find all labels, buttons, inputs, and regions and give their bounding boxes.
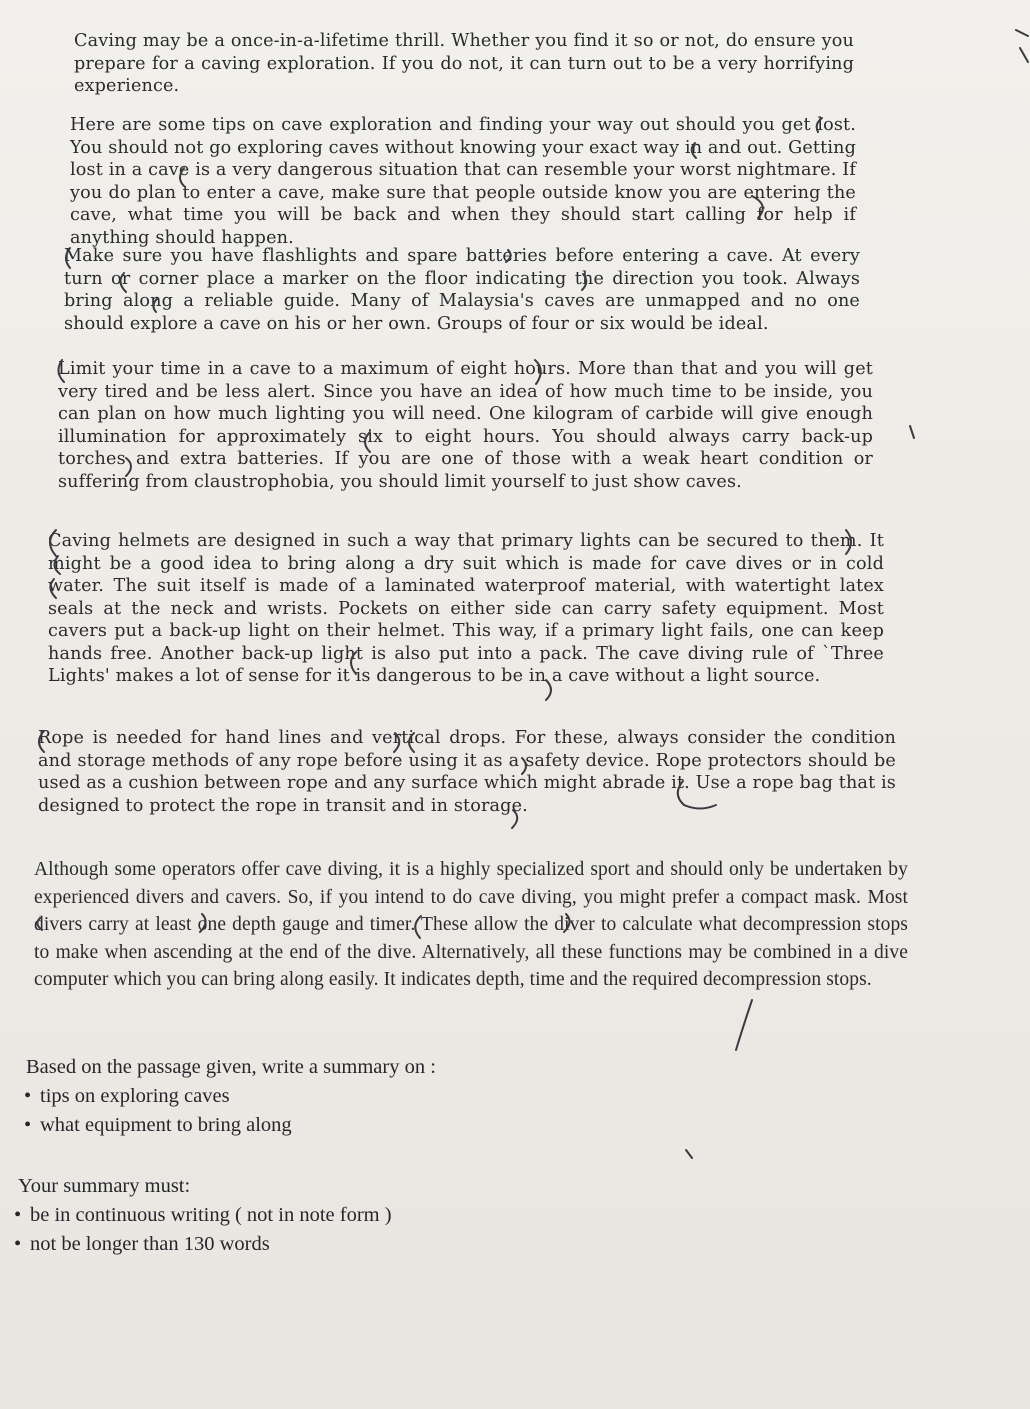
requirement-item-word-limit: • not be longer than 130 words (12, 1230, 918, 1259)
passage-paragraph-1: Caving may be a once-in-a-lifetime thrill. Whether you find it so or not, do ensure you prepare for a caving exploration. If you do not, it can turn out to be a very horrifying experience. (74, 31, 854, 96)
passage-paragraph-7: Although some operators offer cave diving, it is a highly specialized sport and should only be undertaken by experienced divers and cavers. So, if you intend to do cave diving, you might prefer a compact mask. Most divers carry at least one depth gauge and timer. These allow the diver to calculate what decompression stops to make when ascending at the end of the dive. Alternatively, all these functions may be combined in a dive computer which you can bring along easily. It indicates depth, time and the required decompression stops. (34, 859, 908, 990)
requirements-heading: Your summary must: (18, 1175, 191, 1197)
passage-paragraph-4: Limit your time in a cave to a maximum of eight hours. More than that and you will get very tired and be less alert. Since you have an idea of how much time to be inside, you can plan on how much lighting you will need. One kilogram of carbide will give enough illumination for approximately six to eight hours. You should always carry back-up torches and extra batteries. If you are one of those with a weak heart condition or suffering from claustrophobia, you should limit yourself to just show caves. (58, 359, 873, 492)
tick-mark (1016, 30, 1028, 36)
tick-mark (686, 1150, 692, 1158)
task-item-tips: • tips on exploring caves (22, 1082, 926, 1111)
requirement-item-continuous: • be in continuous writing ( not in note form ) (12, 1201, 918, 1230)
passage-paragraph-6: Rope is needed for hand lines and vertical drops. For these, always consider the condition and storage methods of any rope before using it as a safety device. Rope protectors should be used as a cushion between rope and any surface which might abrade it. Use a rope bag that is designed to protect the rope in transit and in storage. (38, 728, 896, 816)
passage-paragraph-2: Here are some tips on cave exploration and finding your way out should you get lost. You should not go exploring caves without knowing your exact way in and out. Getting lost in a cave is a very dangerous situation that can resemble your worst nightmare. If you do plan to enter a cave, make sure that people outside know you are entering the cave, what time you will be back and when they should start calling for help if anything should happen. (70, 115, 857, 248)
task-section (26, 1053, 926, 1140)
task-heading: Based on the passage given, write a summary on : (26, 1056, 436, 1078)
tick-mark (736, 1000, 752, 1050)
tick-mark (1020, 48, 1028, 62)
requirements-section (18, 1172, 918, 1259)
passage-paragraph-5: Caving helmets are designed in such a way that primary lights can be secured to them. It might be a good idea to bring along a dry suit which is made for cave dives or in cold water. The suit itself is made of a laminated waterproof material, with watertight latex seals at the neck and wrists. Pockets on either side can carry safety equipment. Most cavers put a back-up light on their helmet. This way, if a primary light fails, one can keep hands free. Another back-up light is also put into a pack. The cave diving rule of `Three Lights' makes a lot of sense for it is dangerous to be in a cave without a light source. (48, 531, 884, 686)
tick-mark (910, 426, 914, 438)
task-list (22, 1082, 926, 1140)
requirements-list (12, 1201, 918, 1259)
task-item-equipment: • what equipment to bring along (22, 1111, 926, 1140)
passage-paragraph-3: Make sure you have flashlights and spare batteries before entering a cave. At every turn or corner place a marker on the floor indicating the direction you took. Always bring along a reliable guide. Many of Malaysia's caves are unmapped and no one should explore a cave on his or her own. Groups of four or six would be ideal. (64, 246, 860, 334)
